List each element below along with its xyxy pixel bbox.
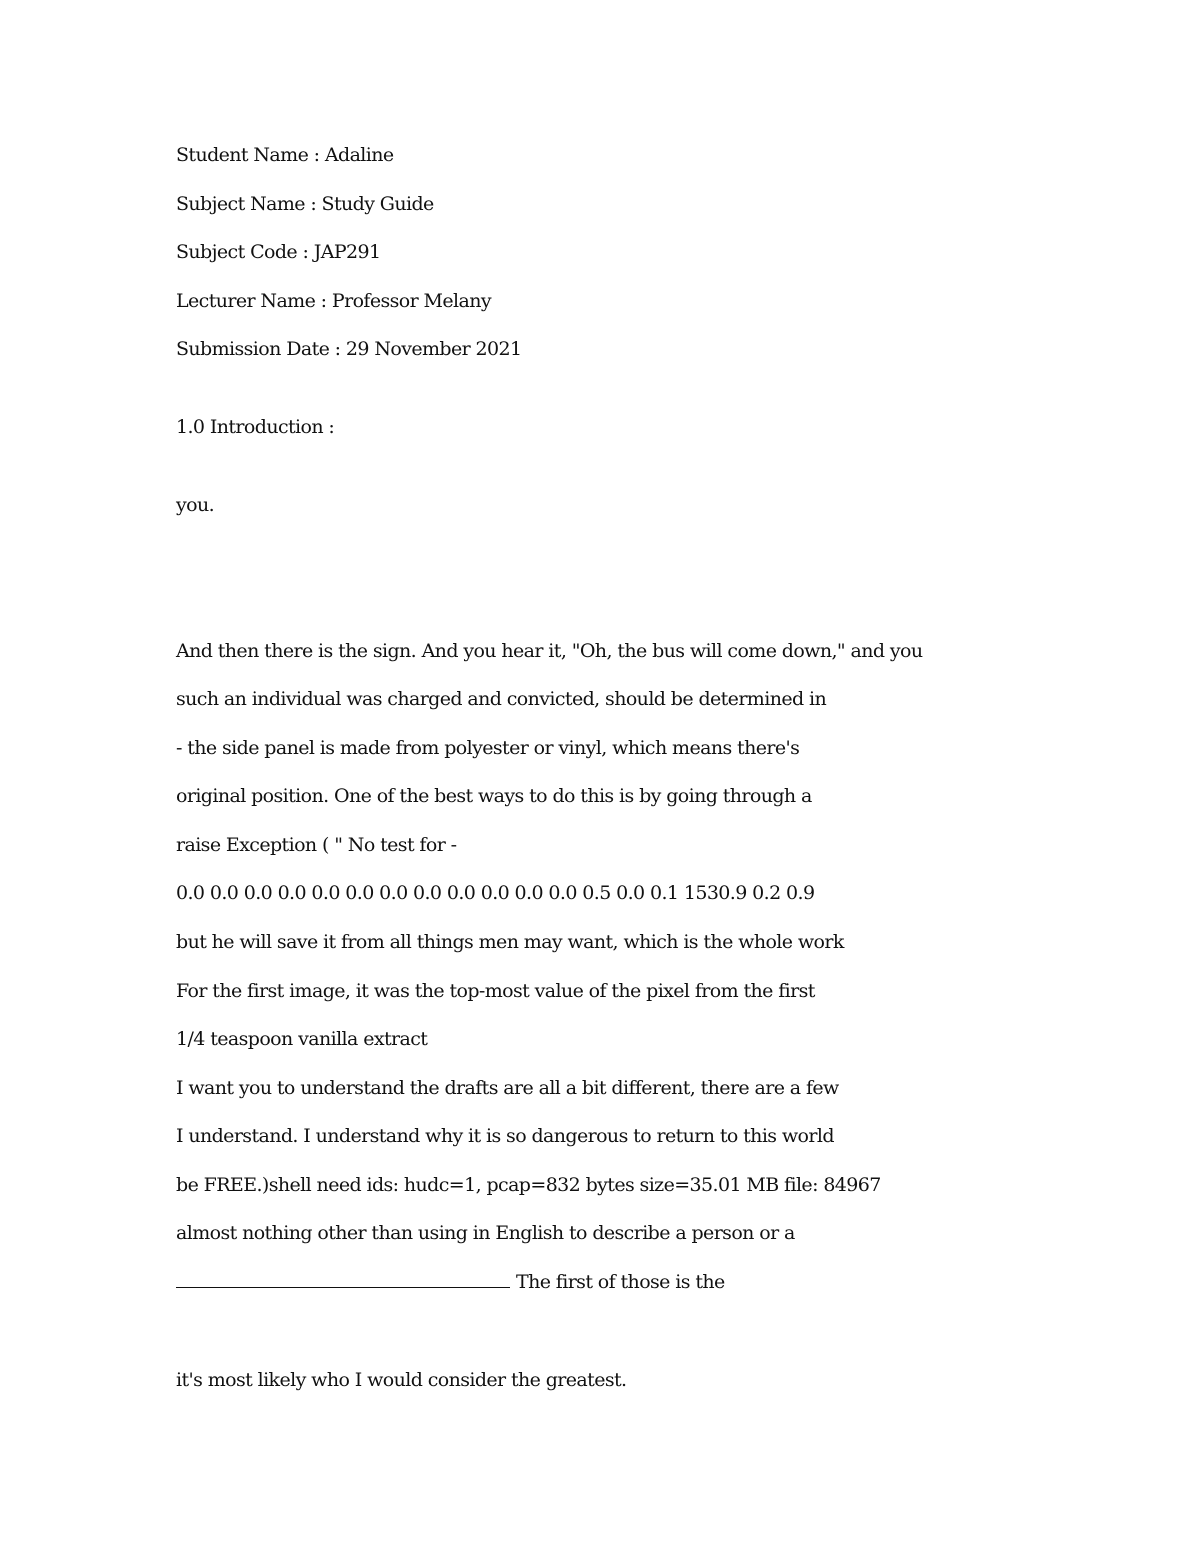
body-line: be FREE.)shell need ids: hudc=1, pcap=832 bytes size=35.01 MB file: 84967 xyxy=(176,1174,881,1196)
lecturer-name: Lecturer Name : Professor Melany xyxy=(176,290,492,312)
body-line: almost nothing other than using in English to describe a person or a xyxy=(176,1222,795,1244)
closing-line: it's most likely who I would consider the greatest. xyxy=(176,1369,627,1391)
student-name: Student Name : Adaline xyxy=(176,144,394,166)
body-line: 0.0 0.0 0.0 0.0 0.0 0.0 0.0 0.0 0.0 0.0 0.0 0.0 0.5 0.0 0.1 1530.9 0.2 0.9 xyxy=(176,882,815,904)
subject-name: Subject Name : Study Guide xyxy=(176,193,434,215)
blank-underline xyxy=(176,1270,510,1288)
section-heading: 1.0 Introduction : xyxy=(176,416,335,438)
body-line: original position. One of the best ways to do this is by going through a xyxy=(176,785,812,807)
blank-line-text: The first of those is the xyxy=(516,1271,725,1293)
subject-code: Subject Code : JAP291 xyxy=(176,241,381,263)
body-line: I want you to understand the drafts are all a bit different, there are a few xyxy=(176,1077,839,1099)
body-line: I understand. I understand why it is so dangerous to return to this world xyxy=(176,1125,834,1147)
body-line: And then there is the sign. And you hear it, "Oh, the bus will come down," and you xyxy=(176,640,923,662)
fill-in-blank-line xyxy=(176,1270,725,1294)
body-line: raise Exception ( " No test for - xyxy=(176,834,457,856)
body-line: For the first image, it was the top-most value of the pixel from the first xyxy=(176,980,815,1002)
submission-date: Submission Date : 29 November 2021 xyxy=(176,338,522,360)
body-line: 1/4 teaspoon vanilla extract xyxy=(176,1028,428,1050)
body-line: such an individual was charged and convicted, should be determined in xyxy=(176,688,827,710)
intro-fragment: you. xyxy=(176,494,215,516)
body-line: - the side panel is made from polyester or vinyl, which means there's xyxy=(176,737,800,759)
body-line: but he will save it from all things men may want, which is the whole work xyxy=(176,931,844,953)
